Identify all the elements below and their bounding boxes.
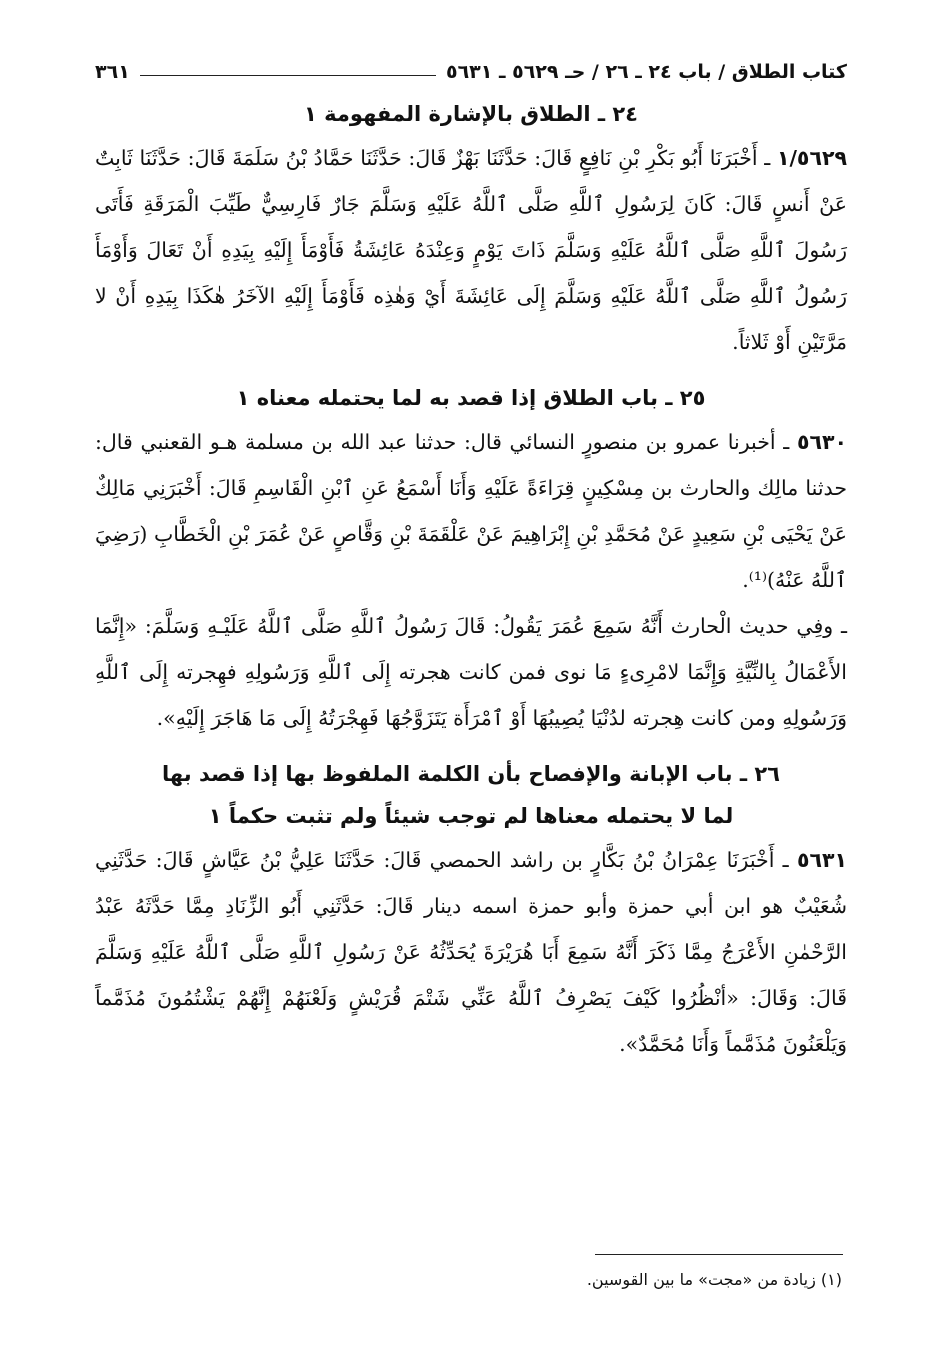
chapter-heading-25: ٢٥ ـ باب الطلاق إذا قصد به لما يحتمله معناه ١ [236, 386, 706, 410]
hadith-5630-continuation: ـ وفِي حديث الْحارث أَنَّهُ سَمِعَ عُمَرَ يَقُولُ: قَالَ رَسُولُ ٱللَّهِ صَلَّى ٱللَّهُ عَلَيْـهِ وَسَلَّمَ: «إِنَّمَا الأَعْمَالُ بِالنِّيَّةِ وَإِنَّمَا لامْرِىءٍ مَا نوى فمن كانت هجرته إِلَى ٱللَّهِ وَرَسُولِهِ فهِجرته إِلَى ٱللَّهِ وَرَسُولِهِ ومن كانت هِجرته لدُنْيَا يُصِيبُهَا أَوْ ٱمْرَأَة يَتَزَوَّجُهَا فَهِجْرَتُهُ إِلَى مَا هَاجَرَ إِلَيْهِ». [95, 614, 847, 730]
chapter-subheading-26: لما لا يحتمله معناها لم توجب شيئاً ولم تثبت حكماً ١ [208, 804, 734, 828]
running-header [95, 55, 847, 89]
header-rule [140, 75, 436, 76]
hadith-5630 [95, 419, 847, 603]
book-page [95, 55, 847, 1067]
footnote-rule [595, 1254, 843, 1255]
footnote: (١) زيادة من «مجت» ما بين القوسين. [586, 1270, 842, 1289]
hadith-number: ٥٦٣١ [796, 848, 847, 872]
chapter-heading-24: ٢٤ ـ الطلاق بالإشارة المفهومة ١ [304, 102, 638, 126]
hadith-5629 [95, 135, 847, 365]
hadith-text: ـ أَخْبَرَنَا عِمْرَانُ بْنُ بَكَّارٍ بن راشد الحمصي قَالَ: حَدَّثَنَا عَلِيُّ بْنُ عَيَّاشٍ قَالَ: حَدَّثَنِي شُعَيْبٌ هو ابن أبي حمزة وأبو حمزة اسمه دينار قَالَ: حَدَّثَنِي أَبُو الزِّنَادِ مِمَّا حَدَّثَهُ عَبْدُ الرَّحْمٰنِ الأَعْرَجُ مِمَّا ذَكَرَ أَنَّهُ سَمِعَ أَبَا هُرَيْرَةَ يُحَدِّثُهُ عَنْ رَسُولِ ٱللَّهِ صَلَّى ٱللَّهُ عَلَيْهِ وَسَلَّمَ قَالَ: وَقَالَ: «أنْظُرُوا كَيْفَ يَصْرِفُ ٱللَّهُ عَنِّي شَتْمَ قُرَيْشٍ وَلَعْنَهُمْ إِنَّهُمْ يَشْتُمُونَ مُذَمَّماً وَيَلْعَنُونَ مُذَمَّماً وَأَنَا مُحَمَّدٌ». [95, 848, 847, 1056]
chapter-heading-26: ٢٦ ـ باب الإبانة والإفصاح بأن الكلمة الملفوظ بها إذا قصد بها [162, 762, 780, 786]
book-title: كتاب الطلاق / باب ٢٤ ـ ٢٦ / حـ ٥٦٢٩ ـ ٥٦٣١ [445, 61, 847, 83]
hadith-number: ١/٥٦٢٩ [776, 146, 847, 170]
hadith-text: ـ أخبرنا عمرو بن منصورٍ النسائي قال: حدثنا عبد الله بن مسلمة هـو القعنبي قال: حدثنا مالِك والحارث بن مِسْكِينٍ قِرَاءَةً عَلَيْهِ وَأَنَا أَسْمَعُ عَنِ ٱبْنِ الْقَاسِمِ قَالَ: أَخْبَرَنِي مَالِكٌ عَنْ يَحْيَى بْنِ سَعِيدٍ عَنْ مُحَمَّدِ بْنِ إِبْرَاهِيمَ عَنْ عَلْقَمَةَ بْنِ وَقَّاصٍ عَنْ عُمَرَ بْنِ الْخَطَّابِ (رَضِيَ ٱللَّهُ عَنْهُ)⁽¹⁾. [95, 430, 847, 592]
hadith-5631 [95, 837, 847, 1067]
hadith-number: ٥٦٣٠ [796, 430, 847, 454]
page-number: ٣٦١ [95, 61, 130, 83]
hadith-text: ـ أَخْبَرَنَا أَبُو بَكْرِ بْنِ نَافِعٍ قَالَ: حَدَّثَنَا بَهْزٌ قَالَ: حَدَّثَنَا حَمَّادُ بْنُ سَلَمَةَ قَالَ: حَدَّثَنَا ثَابِتٌ عَنْ أَنسٍ قَالَ: كَانَ لِرَسُولِ ٱللَّهِ صَلَّى ٱللَّهُ عَلَيْهِ وَسَلَّمَ جَارٌ فَارِسِيٌّ طَيِّبَ الْمَرَقَةِ فَأَتَى رَسُولَ ٱللَّهِ صَلَّى ٱللَّهُ عَلَيْهِ وَسَلَّمَ ذَاتَ يَوْمٍ وَعِنْدَهُ عَائِشَةُ فَأَوْمَأَ إِلَيْهِ بِيَدِهِ أَنْ تَعَالَ وَأَوْمَأَ رَسُولُ ٱللَّهِ صَلَّى ٱللَّهُ عَلَيْهِ وَسَلَّمَ إِلَى عَائِشَةَ أَيْ وَهٰذِه فَأَوْمَأَ إِلَيْهِ الآخَرُ هٰكَذَا بِيَدِهِ أَنْ لا مَرَّتَيْنِ أَوْ ثَلاثاً. [95, 146, 847, 354]
